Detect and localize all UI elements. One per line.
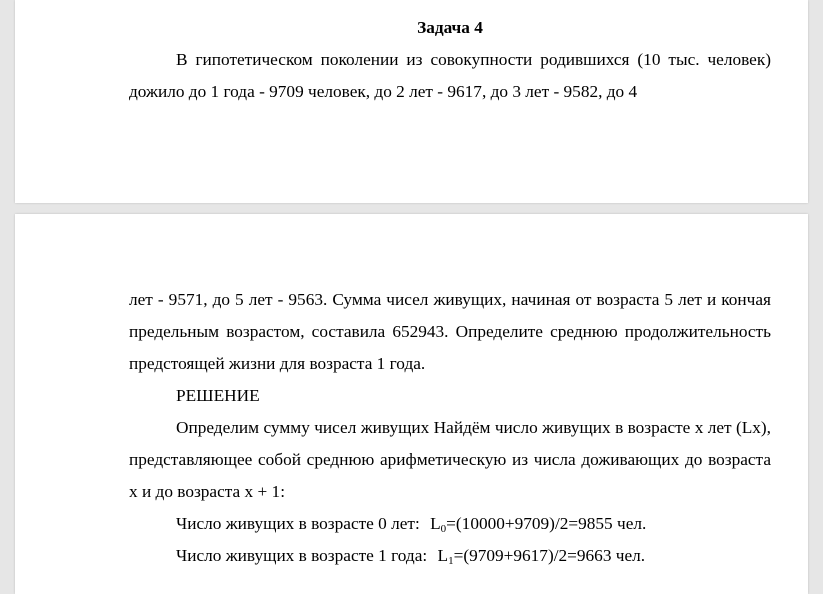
- page-1-text-area[interactable]: [129, 12, 771, 108]
- formula-index: 1: [448, 555, 454, 567]
- task-intro-paragraph: В гипотетическом поколении из совокупности родившихся (10 тыс. человек) дожило до 1 года - 9709 человек, до 2 лет - 9617, до 3 лет - 9582, до 4: [129, 50, 771, 101]
- formula: [430, 514, 646, 533]
- formula-line-age-0: [129, 508, 771, 540]
- task-continuation-paragraph: лет - 9571, до 5 лет - 9563. Сумма чисел живущих, начиная от возраста 5 лет и кончая предельным возрастом, составила 652943. Определите среднюю продолжительность предстоящей жизни для возраста 1 года.: [129, 290, 771, 373]
- document-page-2: [15, 214, 808, 594]
- solution-heading: РЕШЕНИЕ: [176, 386, 260, 405]
- formula: [438, 546, 646, 565]
- formula-expression: =(10000+9709)/2=9855 чел.: [446, 514, 647, 533]
- formula-label: Число живущих в возрасте 0 лет:: [176, 514, 420, 533]
- formula-index: 0: [440, 523, 447, 535]
- formula-expression: =(9709+9617)/2=9663 чел.: [453, 546, 646, 565]
- formula-line-age-1: [129, 540, 771, 572]
- document-page-1: [15, 0, 808, 203]
- page-2-text-area[interactable]: [129, 284, 771, 572]
- formula-symbol: L: [437, 546, 449, 565]
- solution-step-paragraph: Определим сумму чисел живущих Найдём число живущих в возрасте x лет (Lx), представляющее собой среднюю арифметическую из числа доживающих до возраста x и до возраста x + 1:: [129, 418, 771, 501]
- formula-symbol: L: [430, 514, 441, 533]
- formula-label: Число живущих в возрасте 1 года:: [176, 546, 428, 565]
- task-title: Задача 4: [417, 18, 483, 37]
